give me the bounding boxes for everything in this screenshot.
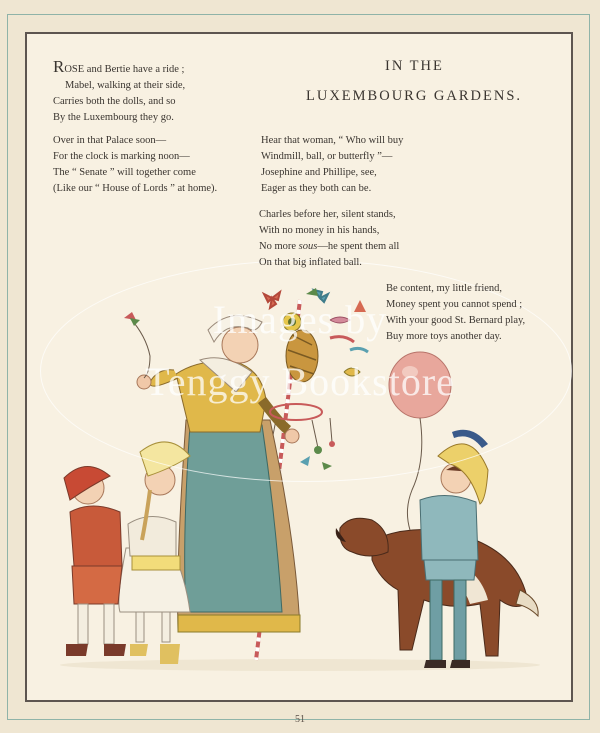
stanza-1-line-4: By the Luxembourg they go. [53, 112, 174, 123]
stanza-2 [53, 133, 217, 197]
stanza-2-line-4: (Like our “ House of Lords ” at home). [53, 183, 218, 194]
boy-straw-hat [420, 430, 488, 668]
stanza-3-line-3: Josephine and Phillipe, see, [261, 167, 377, 178]
stanza-3 [261, 133, 403, 197]
stanza-2-line-3: The “ Senate ” will together come [53, 167, 196, 178]
stanza-1-line-3: Carries both the dolls, and so [53, 96, 176, 107]
drop-cap: R [53, 57, 65, 76]
stanza-3-line-2: Windmill, ball, or butterfly ”— [261, 151, 393, 162]
stanza-4-line-4: On that big inflated ball. [259, 257, 362, 268]
boy-red-suit [64, 466, 126, 656]
stanza-3-line-4: Eager as they both can be. [261, 183, 372, 194]
title-line-2: LUXEMBOURG GARDENS. [306, 88, 523, 104]
title-line-1: IN THE [385, 58, 444, 74]
stanza-5-line-4: Buy more toys another day. [386, 331, 502, 342]
stanza-1 [53, 57, 186, 126]
stanza-5-line-2: Money spent you cannot spend ; [386, 299, 523, 310]
stanza-4-line-1: Charles before her, silent stands, [259, 209, 396, 220]
stanza-5-line-3: With your good St. Bernard play, [386, 315, 526, 326]
page-number: 51 [295, 714, 305, 725]
stanza-2-line-2: For the clock is marking noon— [53, 151, 190, 162]
stanza-5-line-1: Be content, my little friend, [386, 283, 503, 294]
stanza-1-line-2: Mabel, walking at their side, [65, 80, 186, 91]
stanza-1-line-1 [53, 57, 185, 78]
stanza-4-line-2: With no money in his hands, [259, 225, 380, 236]
watermark-line-2: Tenggy Bookstore [145, 359, 455, 404]
stanza-1-line-1-text: OSE and Bertie have a ride ; [64, 64, 185, 75]
stanza-4 [259, 207, 399, 271]
italic-word: sous [298, 241, 318, 252]
stanza-2-line-1: Over in that Palace soon— [53, 135, 167, 146]
stanza-3-line-1: Hear that woman, “ Who will buy [261, 135, 404, 146]
stanza-4-line-3: No more sous—he spent them all [259, 241, 400, 252]
watermark-line-1: Images by [212, 297, 388, 342]
stanza-5 [386, 281, 525, 345]
